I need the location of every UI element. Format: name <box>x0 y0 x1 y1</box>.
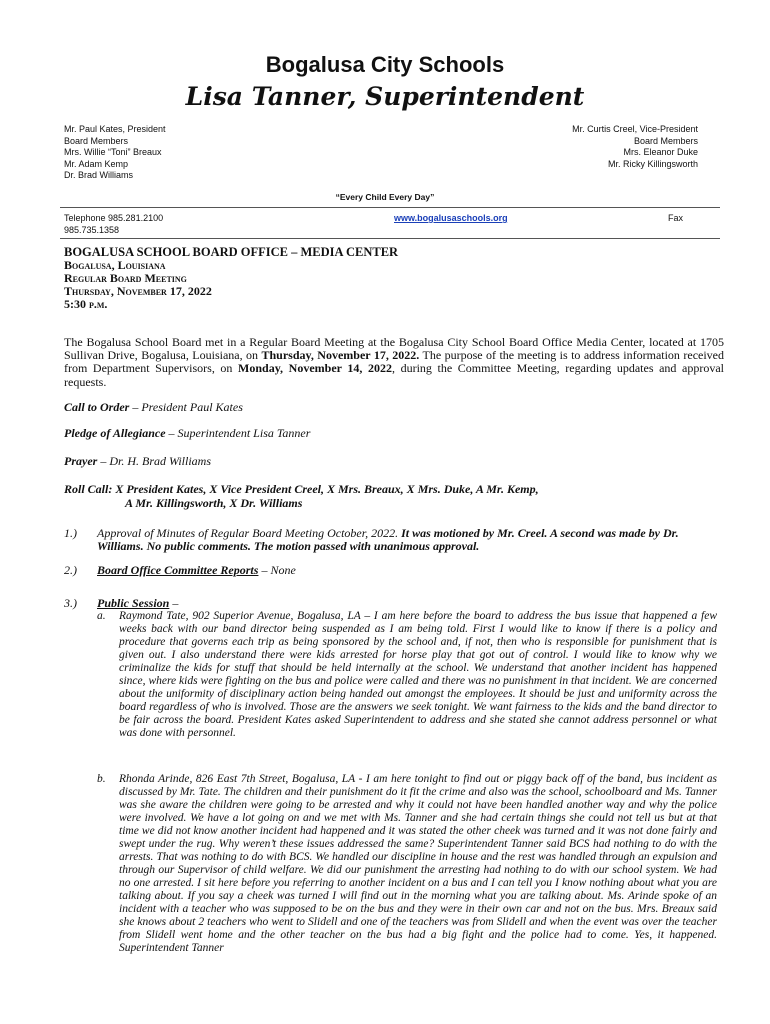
item-text: Approval of Minutes of Regular Board Meeting October, 2022. <box>97 526 402 540</box>
item-number: 3.) <box>64 596 77 610</box>
member-line: Mr. Curtis Creel, Vice-President <box>572 124 698 134</box>
pledge-label: Pledge of Allegiance <box>64 426 166 440</box>
intro-paragraph <box>64 336 724 389</box>
board-members-right <box>572 124 698 170</box>
board-members-left <box>64 124 166 182</box>
call-to-order-label: Call to Order <box>64 400 130 414</box>
heading-city: Bogalusa, Louisiana <box>64 258 166 272</box>
roll-call-line: : X President Kates, X Vice President Creel, X Mrs. Breaux, X Mrs. Duke, A Mr. Kemp, <box>108 482 539 496</box>
item-text: – <box>169 596 179 610</box>
sub-item-letter: b. <box>97 773 106 785</box>
heading-time: 5:30 p.m. <box>64 297 108 311</box>
prayer-text: – Dr. H. Brad Williams <box>97 454 212 468</box>
member-line: Board Members <box>64 135 129 146</box>
roll-call-line-2: A Mr. Killingsworth, X Dr. Williams <box>125 496 303 510</box>
motto: “Every Child Every Day” <box>335 192 435 202</box>
sub-item-letter: a. <box>97 610 106 622</box>
divider <box>60 207 720 208</box>
fax-label: Fax <box>668 213 684 223</box>
member-line: Mr. Ricky Killingsworth <box>607 158 698 169</box>
member-line: Dr. Brad Williams <box>64 170 134 181</box>
website-link[interactable]: www.bogalusaschools.org <box>394 213 508 223</box>
item-title: Board Office Committee Reports <box>97 563 259 577</box>
member-line: Mrs. Willie “Toni” Breaux <box>64 147 162 158</box>
item-number: 1.) <box>64 526 77 540</box>
item-approval-minutes <box>97 527 727 553</box>
call-to-order <box>64 401 243 414</box>
meeting-heading <box>64 246 398 311</box>
intro-date: Thursday, November 17, 2022. <box>261 348 420 363</box>
heading-location: BOGALUSA SCHOOL BOARD OFFICE – MEDIA CENTER <box>64 245 399 259</box>
pledge-text: – Superintendent Lisa Tanner <box>165 426 311 440</box>
telephone <box>64 213 163 237</box>
superintendent-title: Lisa Tanner, Superintendent <box>185 82 585 111</box>
call-to-order-text: – President Paul Kates <box>129 400 243 414</box>
intro-text: The purpose of the meeting is to address information received from Department Supervisors, on <box>64 348 725 376</box>
roll-call <box>64 483 539 496</box>
item-number: 2.) <box>64 563 77 577</box>
item-public-session <box>97 597 727 610</box>
public-comment-tate: Raymond Tate, 902 Superior Avenue, Bogalusa, LA – I am here before the board to address the bus issue that happened a few weeks back with our band director being suspended as I am being told. First I would like to know if there is a policy and procedure that governs each trip as being sponsored by the school and, if not, then who is responsible for punishment that is given out. I also understand there were kids arrested for horse play that got out of control. I would like to know why we criminalize the kids for stuff that should be held internally at the school. We understand that another incident has happened since, where kids were fighting on the bus and police were called and there was no punishment in that incident. We are concerned about the uniformity of disciplinary action being handed out amongst the employees. It should be just and uniformity across the board regardless of who is involved. Those are the answers we seek tonight. We want fairness to the kids and the band director to be fair across the board. President Kates asked Superintendent to address and she stated she cannot address personnel or what was done with personnel. <box>119 610 717 739</box>
item-text: – None <box>258 563 296 577</box>
pledge <box>64 427 310 440</box>
intro-text: The Bogalusa School Board met in a Regular Board Meeting at the Bogalusa City School Board Office Media Center, located at 1705 Sullivan Drive, Bogalusa, Louisiana, on <box>64 335 724 363</box>
intro-text: , during the Committee Meeting, regarding updates and approval requests. <box>64 361 725 389</box>
telephone-line: Telephone 985.281.2100 <box>64 213 164 223</box>
item-motion: It was motioned by Mr. Creel. A second was made by Dr. Williams. No public comments. The motion passed with unanimous approval. <box>97 526 679 554</box>
roll-call-label: Roll Call <box>64 482 109 496</box>
member-line: Mr. Paul Kates, President <box>64 124 166 134</box>
org-name: Bogalusa City Schools <box>265 52 505 77</box>
public-comment-arinde: Rhonda Arinde, 826 East 7th Street, Bogalusa, LA - I am here tonight to find out or piggy back off of the band, bus incident as discussed by Mr. Tate. The children and their punishment do it fit the crime and also was the school, schoolboard and Ms. Tanner was she aware the children were going to be arrested and why it could not have been handled another way and why the police were involved. We have a lot going on and we met with Ms. Tanner and she had certain things she could not tell us but at that time we did not know another incident had happened and it was stated the other cheek was turned and it was not done fairly and swept under the rug. Why weren’t these issues addressed the same? Superintendent Tanner said BCS had nothing to do with the arrests. That was nothing to do with BCS. We handled our discipline in house and the rest was handled through an expulsion and through our Supervisor of child welfare. We did our punishment the arresting had nothing to do with our school system. We had no one arrested. I sit here before you referring to another incident on a bus and I can tell you I know nothing about what you are talking about. If you say a cheek was turned I will find out in the morning what you are talking about. Ms. Arinde spoke of an incident with a teacher who was supposed to be on the bus and they were in their own car and not on the bus. Mrs. Breaux said she knows about 2 teachers who went to Slidell and one of the teachers was from Slidell and when the event was over the teacher from Slidell went home and the other teacher on the bus had a big fight and the police had to come. Yes, it happened. Superintendent Tanner <box>119 773 717 954</box>
prayer-label: Prayer <box>64 454 98 468</box>
prayer <box>64 455 211 468</box>
item-committee-reports <box>97 564 727 577</box>
divider <box>60 238 720 239</box>
member-line: Mr. Adam Kemp <box>64 158 129 169</box>
member-line: Mrs. Eleanor Duke <box>623 147 698 158</box>
heading-meeting-type: Regular Board Meeting <box>64 271 187 285</box>
heading-date: Thursday, November 17, 2022 <box>64 284 212 298</box>
member-line: Board Members <box>633 135 698 146</box>
item-title: Public Session <box>97 596 170 610</box>
telephone-line: 985.735.1358 <box>64 224 120 235</box>
intro-date: Monday, November 14, 2022 <box>238 361 392 376</box>
